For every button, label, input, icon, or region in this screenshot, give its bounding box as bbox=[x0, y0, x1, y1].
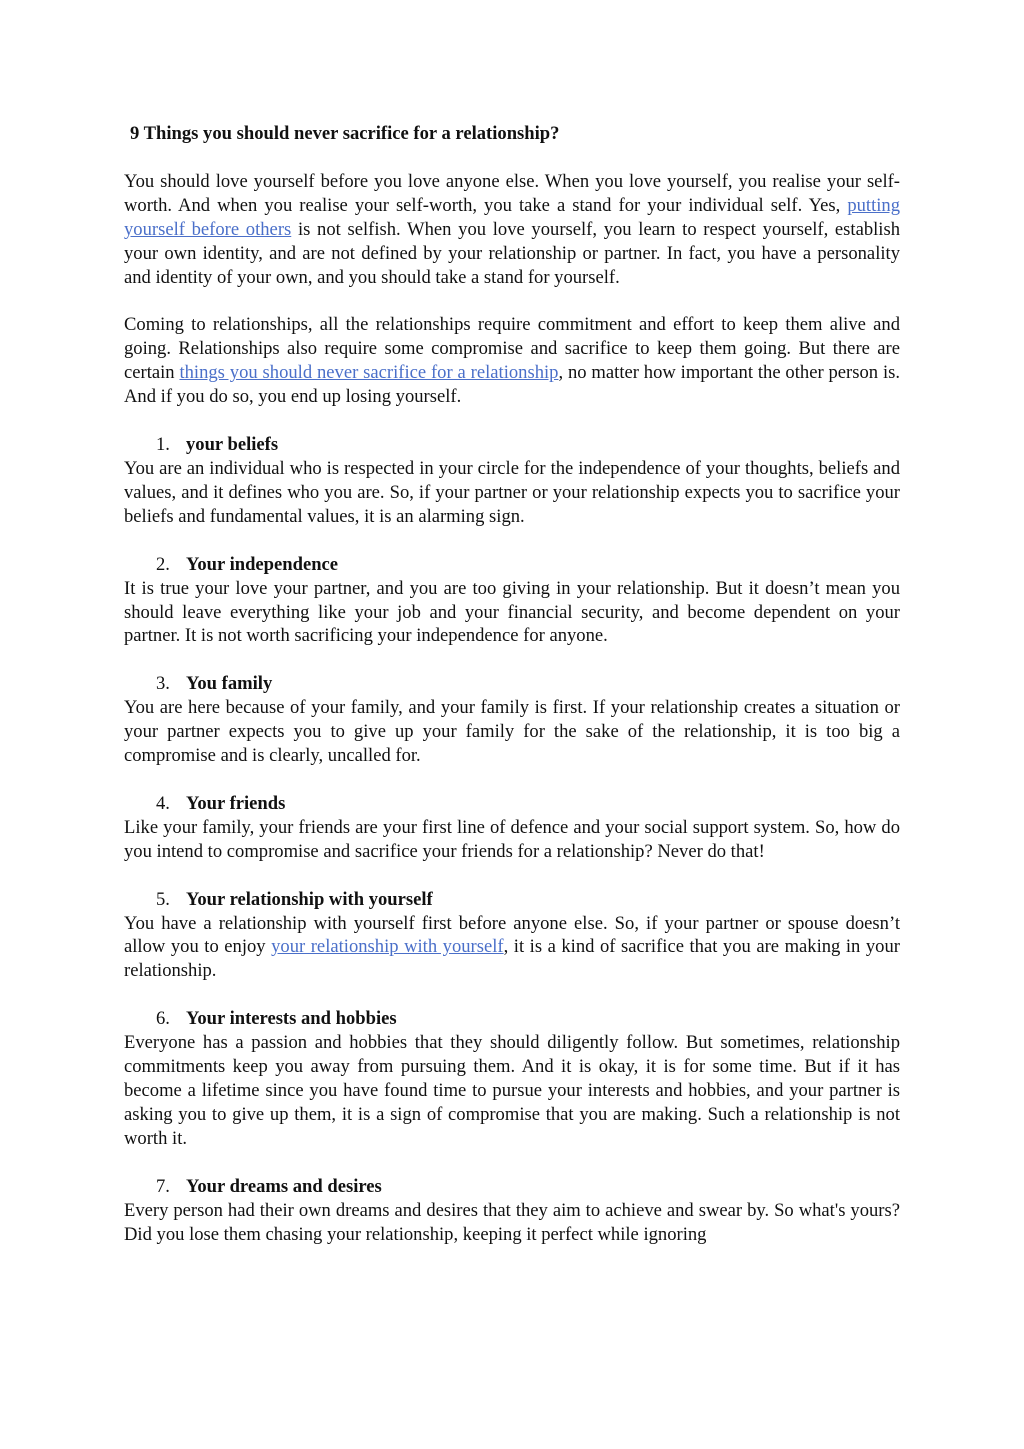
intro-paragraph-2 bbox=[124, 313, 900, 409]
list-item-number: 7. bbox=[156, 1175, 170, 1197]
things-never-sacrifice-link[interactable]: things you should never sacrifice for a relationship bbox=[179, 362, 559, 384]
item-5-text-start: You have a relationship with yourself first before anyone else. So, if your partner or spouse doesn’t allow you to enjoy bbox=[124, 912, 900, 958]
intro-2-text-start: Coming to relationships, all the relationships require commitment and effort to keep them alive and going. Relationships also require some compromise and sacrifice to keep them going. But there are certain bbox=[124, 314, 900, 384]
list-item-heading-label: You family bbox=[186, 673, 273, 695]
putting-yourself-before-others-link[interactable]: putting yourself before others bbox=[124, 194, 900, 240]
list-item-number: 1. bbox=[156, 434, 170, 456]
list-item-heading-1 bbox=[124, 433, 900, 457]
list-item-heading-label: Your relationship with yourself bbox=[186, 888, 433, 910]
list-item-number: 3. bbox=[156, 673, 170, 695]
list-item-heading-6 bbox=[124, 1007, 900, 1031]
list-item-body-3: You are here because of your family, and your family is first. If your relationship creates a situation or your partner expects you to give up your family for the sake of the relationship, it is too big a compromise and is clearly, uncalled for. bbox=[124, 697, 900, 767]
list-item-heading-label: Your independence bbox=[186, 553, 339, 575]
list-item-heading-2 bbox=[124, 553, 900, 577]
list-item-number: 6. bbox=[156, 1008, 170, 1030]
list-item-body-2: It is true your love your partner, and you are too giving in your relationship. But it doesn’t mean you should leave everything like your job and your financial security, and become dependent on your partner. It is not worth sacrificing your independence for anyone. bbox=[124, 577, 900, 647]
list-item-number: 2. bbox=[156, 553, 170, 575]
intro-2-text-end: , no matter how important the other person is. And if you do so, you end up losing yourself. bbox=[124, 362, 900, 408]
list-item-body-1: You are an individual who is respected in your circle for the independence of your thoughts, beliefs and values, and it defines who you are. So, if your partner or your relationship expects you to sacrifice your beliefs and fundamental values, it is an alarming sign. bbox=[124, 457, 900, 527]
list-item-heading-7 bbox=[124, 1175, 900, 1199]
document-page bbox=[124, 122, 900, 1270]
list-item-heading-3 bbox=[124, 672, 900, 696]
list-item-heading-label: Your dreams and desires bbox=[186, 1175, 382, 1197]
document-title: 9 Things you should never sacrifice for a relationship? bbox=[130, 123, 560, 144]
intro-1-text-end: is not selfish. When you love yourself, you learn to respect yourself, establish your own identity, and are not defined by your relationship or partner. In fact, you have a personality and identity of your own, and you should take a stand for yourself. bbox=[124, 218, 900, 288]
intro-paragraph-1 bbox=[124, 170, 900, 290]
list-item-heading-4 bbox=[124, 792, 900, 816]
list-item-body-6: Everyone has a passion and hobbies that they should diligently follow. But sometimes, relationship commitments keep you away from pursuing them. And it is okay, it is for some time. But if it has become a lifetime since you have found time to pursue your interests and hobbies, and your partner is asking you to give up them, it is a sign of compromise that you are making. Such a relationship is not worth it. bbox=[124, 1032, 900, 1149]
list-item-heading-label: Your friends bbox=[186, 792, 286, 814]
list-item-heading-label: Your interests and hobbies bbox=[186, 1008, 397, 1030]
intro-1-text-start: You should love yourself before you love anyone else. When you love yourself, you realise your self-worth. And when you realise your self-worth, you take a stand for your individual self. Yes, bbox=[124, 170, 900, 216]
list-item-body-7: Every person had their own dreams and desires that they aim to achieve and swear by. So what's yours? Did you lose them chasing your relationship, keeping it perfect while ignoring bbox=[124, 1199, 900, 1245]
list-item-number: 5. bbox=[156, 888, 170, 910]
item-5-text-end: , it is a kind of sacrifice that you are making in your relationship. bbox=[124, 936, 900, 982]
your-relationship-with-yourself-link[interactable]: your relationship with yourself bbox=[271, 936, 504, 958]
list-item-body-4: Like your family, your friends are your first line of defence and your social support system. So, how do you intend to compromise and sacrifice your friends for a relationship? Never do that! bbox=[124, 816, 900, 862]
list-item-heading-5 bbox=[124, 888, 900, 912]
list-item-number: 4. bbox=[156, 792, 170, 814]
list-item-heading-label: your beliefs bbox=[186, 434, 279, 456]
list-item-body-5 bbox=[124, 912, 900, 984]
